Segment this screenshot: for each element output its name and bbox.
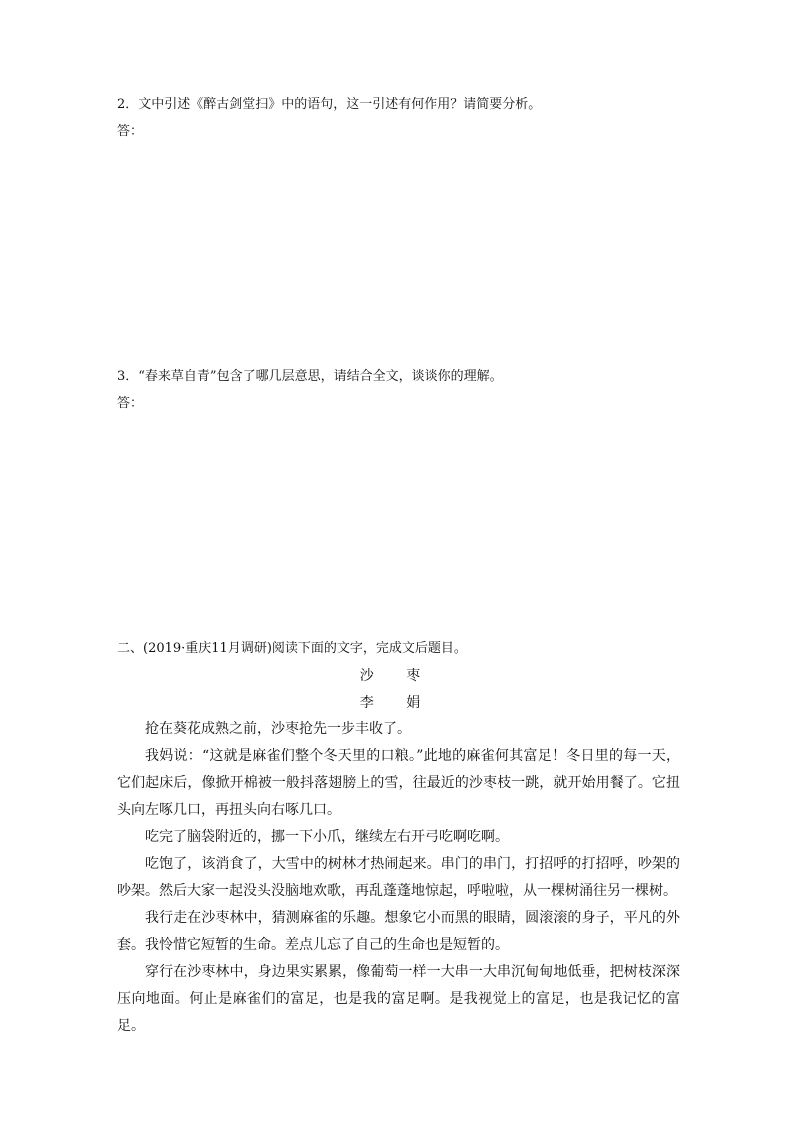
question-2-answer-label: 答： — [117, 124, 144, 139]
article-paragraph-3: 吃完了脑袋附近的，挪一下小爪，继续左右开弓吃啊吃啊。 — [145, 829, 509, 845]
article-paragraph-1: 抢在葵花成熟之前，沙枣抢先一步丰收了。 — [145, 721, 411, 737]
section-2-heading: 二、(2019·重庆11月调研)阅读下面的文字，完成文后题目。 — [117, 641, 467, 656]
article-paragraph-2: 我妈说：“这就是麻雀们整个冬天里的口粮。”此地的麻雀何其富足！冬日里的每一天，它们起床后，像掀开棉被一般抖落翅膀上的雪，往最近的沙枣枝一跳，就开始用餐了。它扭头向左啄几口，再扭头向右啄几口。 — [117, 748, 680, 818]
article-paragraph-4: 吃饱了，该消食了，大雪中的树林才热闹起来。串门的串门，打招呼的打招呼，吵架的吵架。然后大家一起没头没脑地欢歌，再乱蓬蓬地惊起，呼啦啦，从一棵树涌往另一棵树。 — [117, 856, 680, 899]
question-2-prompt: 2．文中引述《醉古剑堂扫》中的语句，这一引述有何作用？请简要分析。 — [117, 97, 542, 112]
article-body — [117, 716, 680, 1040]
article-title: 沙 枣 — [359, 668, 435, 684]
question-3-answer-label: 答： — [117, 396, 144, 411]
article-paragraph-5: 我行走在沙枣林中，猜测麻雀的乐趣。想象它小而黑的眼睛，圆滚滚的身子，平凡的外套。我怜惜它短暂的生命。差点儿忘了自己的生命也是短暂的。 — [117, 910, 680, 953]
article-paragraph-6: 穿行在沙枣林中，身边果实累累，像葡萄一样一大串一大串沉甸甸地低垂，把树枝深深压向地面。何止是麻雀们的富足，也是我的富足啊。是我视觉上的富足，也是我记忆的富足。 — [117, 964, 680, 1034]
article-author: 李 娟 — [359, 695, 435, 711]
question-3-prompt: 3．“春来草自青”包含了哪几层意思，请结合全文，谈谈你的理解。 — [117, 369, 503, 384]
